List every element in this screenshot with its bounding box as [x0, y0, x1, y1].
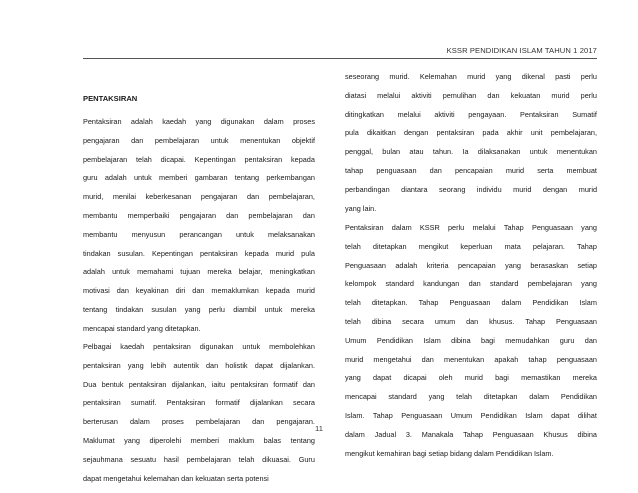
text-line: membantu menyusun perancangan untuk melaksanakan	[83, 229, 315, 239]
text-line: Dua bentuk pentaksiran dijalankan, iaitu pentaksiran formatif dan	[83, 379, 315, 389]
text-line: berterusan dalam proses pembelajaran dan pengajaran.	[83, 417, 315, 427]
header-divider	[83, 58, 597, 59]
text-line: membantu memperbaiki pengajaran dan pembelajaran dan	[83, 210, 315, 220]
left-paragraph-1	[83, 113, 315, 339]
text-line: motivasi dan keyakinan diri dan memaklumkan kepada murid	[83, 286, 315, 296]
text-line: mencapai standard yang telah ditetapkan dalam Pendidikan	[345, 392, 597, 402]
text-line: Maklumat yang diperolehi memberi maklum balas tentang	[83, 435, 315, 445]
text-line: sejauhmana sesuatu hasil pembelajaran telah dikuasai. Guru	[83, 454, 315, 464]
text-line: dalam Jadual 3. Manakala Tahap Penguasaan Khusus dibina	[345, 429, 597, 439]
section-heading: PENTAKSIRAN	[83, 94, 138, 103]
text-line: adalah untuk memahami tujuan mereka belajar, meningkatkan	[83, 267, 315, 277]
text-line: Umum Pendidikan Islam dibina bagi memudahkan guru dan	[345, 335, 597, 345]
text-line: mengikut kemahiran bagi setiap bidang dalam Pendidikan Islam.	[345, 448, 554, 458]
text-line: seseorang murid. Kelemahan murid yang dikenal pasti perlu	[345, 72, 597, 81]
text-line: pembelajaran telah dicapai. Kepentingan pentaksiran kepada	[83, 154, 315, 164]
text-line: telah ditetapkan mengikut keperluan mata pelajaran. Tahap	[345, 241, 597, 251]
text-line: Pentaksiran adalah kaedah yang digunakan dalam proses	[83, 117, 315, 126]
text-line: pengajaran dan pembelajaran untuk menentukan objektif	[83, 135, 315, 145]
text-line: Pentaksiran dalam KSSR perlu melalui Tahap Penguasaan yang	[345, 223, 597, 232]
text-line: pula dikaitkan dengan pentaksiran pada akhir unit pembelajaran,	[345, 128, 597, 138]
right-paragraph-1	[345, 68, 597, 218]
text-line: telah ditetapkan. Tahap Penguasaan dalam Pendidikan Islam	[345, 298, 597, 308]
text-line: Pelbagai kaedah pentaksiran digunakan untuk membolehkan	[83, 342, 315, 351]
text-line: tindakan susulan. Kepentingan pentaksiran kepada murid pula	[83, 248, 315, 258]
text-line: mencapai standard yang ditetapkan.	[83, 323, 201, 333]
text-line: yang dapat dicapai oleh murid bagi memastikan mereka	[345, 373, 597, 383]
text-line: tentang tindakan susulan yang perlu diambil untuk mereka	[83, 304, 315, 314]
page-number: 11	[315, 424, 323, 433]
running-title: KSSR PENDIDIKAN ISLAM TAHUN 1 2017	[446, 46, 597, 55]
text-line: pentaksiran sumatif. Pentaksiran formatif dijalankan secara	[83, 398, 315, 408]
text-line: murid mengetahui dan menentukan apakah tahap penguasaan	[345, 354, 597, 364]
text-line: Penguasaan adalah kriteria pencapaian yang berasaskan setiap	[345, 260, 597, 270]
text-line: diatasi melalui aktiviti pemulihan dan kekuatan murid perlu	[345, 90, 597, 100]
text-line: guru adalah untuk memberi gambaran tentang perkembangan	[83, 173, 315, 183]
left-paragraph-2	[83, 338, 315, 488]
text-line: telah dibina secara umum dan khusus. Tahap Penguasaan	[345, 316, 597, 326]
text-line: tahap penguasaan dan pencapaian murid serta membuat	[345, 165, 597, 175]
text-line: yang lain.	[345, 203, 377, 213]
text-line: perbandingan diantara seorang individu murid dengan murid	[345, 184, 597, 194]
text-line: ditingkatkan melalui aktiviti pengayaan. Pentaksiran Sumatif	[345, 109, 597, 119]
text-line: kelompok standard kandungan dan standard pembelajaran yang	[345, 279, 597, 289]
text-line: Islam. Tahap Penguasaan Umum Pendidikan Islam dapat dilihat	[345, 410, 597, 420]
text-line: dapat mengetahui kelemahan dan kekuatan serta potensi	[83, 473, 269, 483]
text-line: murid, menilai keberkesanan pengajaran dan pembelajaran,	[83, 192, 315, 202]
text-line: penggal, bulan atau tahun. Ia dilaksanakan untuk menentukan	[345, 147, 597, 157]
text-line: pentaksiran yang lebih autentik dan holistik dapat dijalankan.	[83, 360, 315, 370]
